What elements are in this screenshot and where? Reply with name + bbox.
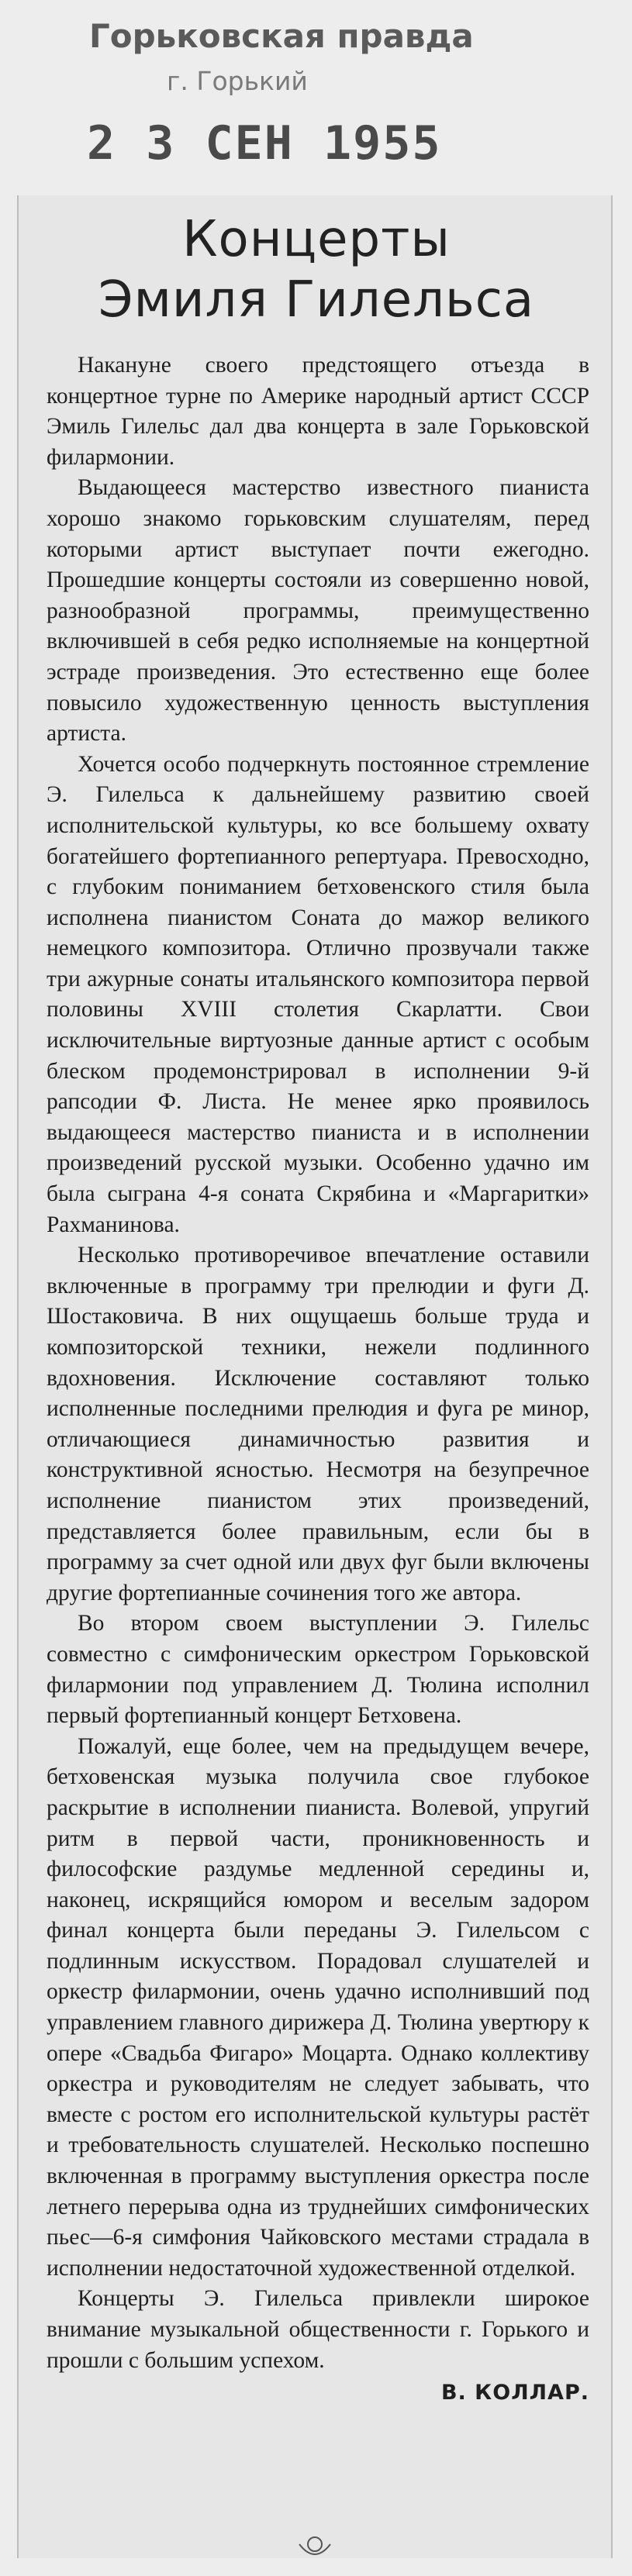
article-paragraph: Хочется особо подчеркнуть постоянное стремление Э. Гилельса к дальнейшему развитию своей исполнительской культуры, ко все большему охвату богатейшего фортепианного репертуара. Превосходно, с глубоким пониманием бетховенского стиля была исполнена пианистом Соната до мажор великого немецкого композитора. Отлично прозвучали также три ажурные сонаты итальянского композитора первой половины XVIII столетия Скарлатти. Свои исключительные виртуозные данные артист с особым блеском продемонстрировал в исполнении 9-й рапсодии Ф. Листа. Не менее ярко проявилось выдающееся мастерство пианиста и в исполнении произведений русской музыки. Особенно удачно им была сыграна 4-я соната Скрябина и «Маргаритки» Рахманинова. bbox=[47, 751, 589, 1237]
article-title-line-1: Концерты bbox=[182, 211, 451, 268]
article-paragraph: Несколько противоречивое впечатление оставили включенные в программу три прелюдии и фуги Д. Шостаковича. В них ощущаешь больше труда и композиторской техники, нежели подлинного вдохновения. Исключение составляют только исполненные последними прелюдия и фуга ре минор, отличающиеся динамичностью развития и конструктивной ясностью. Несмотря на безупречное исполнение пианистом этих произведений, представляется более правильным, если бы в программу за счет одной или двух фуг были включены другие фортепианные сочинения того же автора. bbox=[47, 1243, 589, 1605]
stamp-city: г. Горький bbox=[167, 66, 308, 96]
stamp-date: 2 3 СЕН 1955 bbox=[87, 116, 442, 171]
article-paragraph: Выдающееся мастерство известного пианиста хорошо знакомо горьковским слушателям, перед которыми артист выступает почти ежегодно. Прошедшие концерты состояли из совершенно новой, разнообразной программы, преимущественно включившей в себя редко исполняемые на концертной эстраде произведения. Это естественно еще более повысило художественную ценность выступления артиста. bbox=[47, 475, 589, 747]
article-paragraph: Концерты Э. Гилельса привлекли широкое внимание музыкальной общественности г. Горького и прошли с большим успехом. bbox=[47, 2286, 589, 2373]
stamp-newspaper-name: Горьковская правда bbox=[89, 17, 474, 55]
article-paragraph: Во втором своем выступлении Э. Гилельс совместно с симфоническим оркестром Горьковской филармонии под управлением Д. Тюлина исполнил первый фортепианный концерт Бетховена. bbox=[47, 1611, 589, 1729]
archive-stamp bbox=[0, 0, 632, 194]
ornament-icon bbox=[292, 2533, 338, 2564]
article-paragraph: Пожалуй, еще более, чем на предыдущем вечере, бетховенская музыка получила свое глубокое раскрытие в исполнении пианиста. Волевой, упругий ритм в первой части, проникновенность и философские раздумье медленной середины и, наконец, искрящийся юмором и веселым задором финал концерта были переданы Э. Гилельсом с подлинным искусством. Порадовал слушателей и оркестр филармонии, очень удачно исполнивший под управлением главного дирижера Д. Тюлина увертюру к опере «Свадьба Фигаро» Моцарта. Однако коллективу оркестра и руководителям не следует забывать, что вместе с ростом его исполнительской культуры растёт и требовательность слушателей. Несколько поспешно включенная в программу выступления оркестра после летнего перерыва одна из труднейших симфонических пьес—6-я симфония Чайковского местами страдала в исполнении недостаточной художественной отделкой. bbox=[47, 1733, 589, 2281]
article-body bbox=[47, 350, 589, 2409]
article-title-line-2: Эмиля Гилельса bbox=[98, 271, 535, 329]
article-author: В. КОЛЛАР. bbox=[440, 2381, 589, 2405]
article-paragraph: Накануне своего предстоящего отъезда в концертное турне по Америке народный артист СССР Эмиль Гилельс дал два концерта в зале Горьковской филармонии. bbox=[47, 353, 589, 470]
newspaper-clipping bbox=[17, 195, 613, 2558]
article-title bbox=[19, 209, 614, 330]
